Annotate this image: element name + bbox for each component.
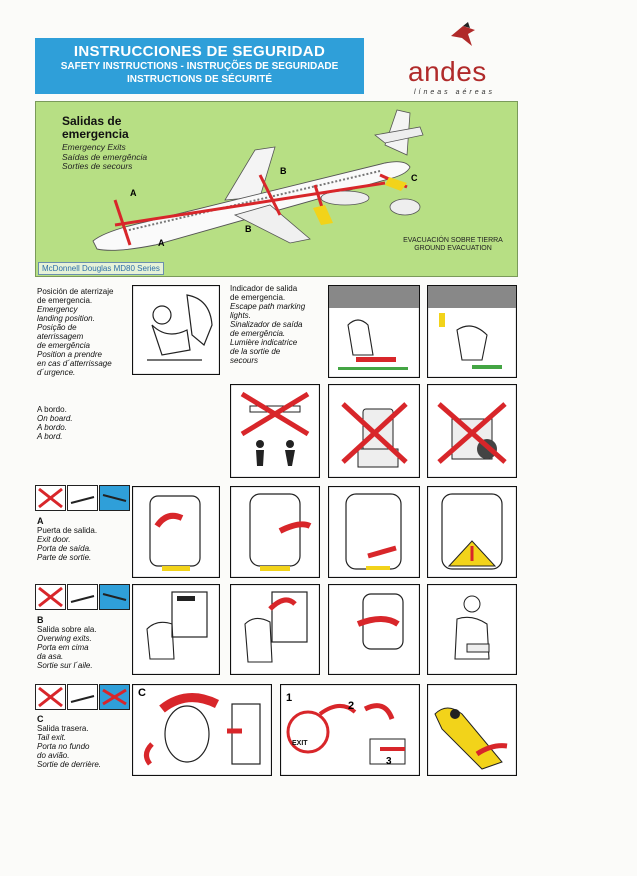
tail-step-2: 2 <box>348 700 355 712</box>
exit-c-pt-2: do avião. <box>37 751 70 760</box>
path-en-2: lights. <box>230 311 251 320</box>
onboard-fr: A bord. <box>37 432 63 441</box>
path-en-1: Escape path marking <box>230 302 306 311</box>
exit-b-text <box>37 616 97 670</box>
exit-b-en: Overwing exits. <box>37 634 92 643</box>
exit-a-letter: A <box>37 516 44 526</box>
md80-airplane-diagram <box>85 105 425 265</box>
exit-label-c: C <box>411 173 418 183</box>
exit-b-pt-2: da asa. <box>37 652 64 661</box>
tail-exit-panel-illustration <box>132 684 272 776</box>
brace-position-illustration <box>132 285 220 375</box>
exit-c-es: Salida trasera. <box>37 724 89 733</box>
path-pt-2: de emergência. <box>230 329 286 338</box>
exit-b-letter: B <box>37 615 44 625</box>
exit-c-conditions <box>35 684 131 710</box>
exit-b-step1-illustration <box>132 584 220 675</box>
exit-c-pt-1: Porta no fundo <box>37 742 90 751</box>
escape-path-text <box>230 284 325 365</box>
onboard-en: On board. <box>37 414 73 423</box>
path-fr-3: secours <box>230 356 259 365</box>
exit-sign-text: EXIT <box>292 740 308 747</box>
brace-fr-1: Position a prendre <box>37 350 102 359</box>
conditions-strip-b-icon <box>35 584 131 610</box>
no-phone-icon <box>328 384 420 478</box>
exit-b-step2-illustration <box>230 584 320 675</box>
header-subtitle: SAFETY INSTRUCTIONS - INSTRUÇÕES DE SEGURIDADE <box>60 61 339 72</box>
exits-title-line2: emergencia <box>62 127 129 141</box>
path-es-1: Indicador de salida <box>230 284 298 293</box>
exit-a-text <box>37 517 97 562</box>
brace-pt-2: aterrissagem <box>37 332 84 341</box>
exit-a-conditions <box>35 485 131 511</box>
exit-c-text <box>37 715 101 769</box>
exits-sub-fr: Sorties de secours <box>62 161 133 171</box>
exit-label-a-top: A <box>130 188 137 198</box>
brace-pt-3: de emergência <box>37 341 90 350</box>
path-fr-1: Lumière indicatrice <box>230 338 298 347</box>
brace-es-1: Posición de aterrizaje <box>37 287 114 296</box>
exit-label-b-top: B <box>280 166 287 176</box>
exit-a-slide-illustration <box>427 486 517 578</box>
path-fr-2: de la sortie de <box>230 347 281 356</box>
header-subtitle-fr: INSTRUCTIONS DE SÉCURITÉ <box>126 74 272 85</box>
on-board-text <box>37 405 73 441</box>
exit-b-pt-1: Porta em cima <box>37 643 89 652</box>
smoke-cabin-illustration <box>328 285 420 378</box>
exit-c-letter: C <box>37 714 44 724</box>
exit-label-a-bottom: A <box>158 238 165 248</box>
logo-tagline: líneas aéreas <box>414 89 496 96</box>
conditions-strip-c-icon <box>35 684 131 710</box>
no-electronics-icon <box>427 384 517 478</box>
brace-pt-1: Posição de <box>37 323 77 332</box>
exit-a-pt: Porta de saída. <box>37 544 92 553</box>
exits-sub-pt: Saídas de emergência <box>62 151 148 162</box>
floor-lights-illustration <box>427 285 517 378</box>
brace-es-2: de emergencia. <box>37 296 93 305</box>
exit-b-fr: Sortie sur l´aile. <box>37 661 93 670</box>
brace-en-2: landing position. <box>37 314 95 323</box>
brace-fr-2: en cas d´atterrissage <box>37 359 112 368</box>
brace-position-text <box>37 287 129 377</box>
no-smoking-lavatory-icon <box>230 384 320 478</box>
exit-c-en: Tail exit. <box>37 733 67 742</box>
exit-a-step1-illustration <box>132 486 220 578</box>
exit-b-step4-illustration <box>427 584 517 675</box>
condor-logo-icon <box>448 20 478 50</box>
tail-slide-illustration <box>427 684 517 776</box>
tail-step-1: 1 <box>286 692 293 704</box>
ground-evacuation-label <box>398 237 508 253</box>
exit-b-es: Salida sobre ala. <box>37 625 97 634</box>
safety-header <box>35 38 364 94</box>
exit-b-step3-illustration <box>328 584 420 675</box>
onboard-pt: A bordo. <box>37 423 67 432</box>
ground-evac-en: GROUND EVACUATION <box>414 245 492 252</box>
ground-evac-es: EVACUACIÓN SOBRE TIERRA <box>403 237 503 244</box>
exits-sub-en: Emergency Exits <box>62 142 126 152</box>
exit-c-fr: Sortie de derrière. <box>37 760 102 769</box>
exit-b-conditions <box>35 584 131 610</box>
brace-en-1: Emergency <box>37 305 78 314</box>
path-es-2: de emergencia. <box>230 293 286 302</box>
header-title: INSTRUCCIONES DE SEGURIDAD <box>73 43 326 60</box>
conditions-strip-a-icon <box>35 485 131 511</box>
exit-a-en: Exit door. <box>37 535 71 544</box>
tail-panel-letter: C <box>138 687 146 699</box>
exit-a-es: Puerta de salida. <box>37 526 98 535</box>
exit-a-fr: Parte de sortie. <box>37 553 92 562</box>
exit-a-step3-illustration <box>328 486 420 578</box>
logo-wordmark: andes <box>408 56 487 87</box>
aircraft-model-label: McDonnell Douglas MD80 Series <box>38 262 164 275</box>
tail-step-3: 3 <box>386 756 392 767</box>
brace-fr-3: d´urgence. <box>37 368 76 377</box>
onboard-es: A bordo. <box>37 405 67 414</box>
exit-a-step2-illustration <box>230 486 320 578</box>
exits-title-line1: Salidas de <box>62 114 122 128</box>
exit-label-b-bottom: B <box>245 224 252 234</box>
path-pt-1: Sinalizador de saída <box>230 320 303 329</box>
tail-exit-steps-illustration <box>280 684 420 776</box>
